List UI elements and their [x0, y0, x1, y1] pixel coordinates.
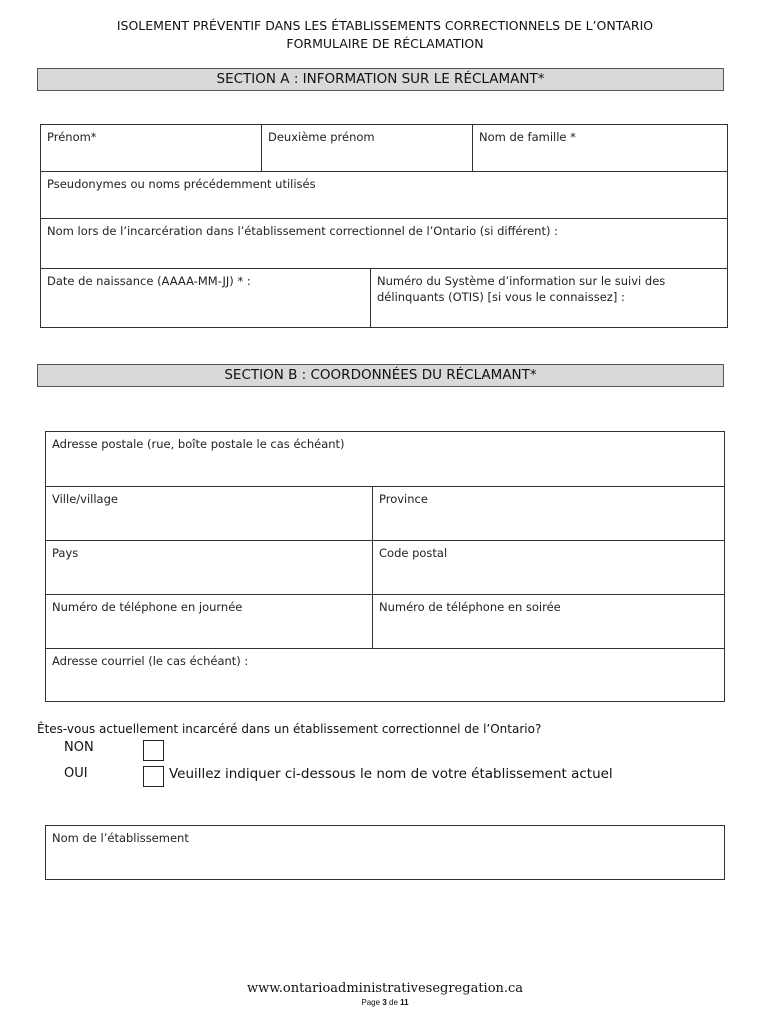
middle-name-field[interactable]	[262, 125, 472, 171]
aliases-field[interactable]	[41, 172, 727, 218]
option-no-checkbox[interactable]	[143, 740, 164, 761]
option-yes-note: Veuillez indiquer ci-dessous le nom de votre établissement actuel	[169, 766, 613, 782]
province-field[interactable]	[373, 487, 724, 540]
aliases-label: Pseudonymes ou noms précédemment utilisés	[47, 177, 316, 191]
birth-date-label: Date de naissance (AAAA-MM-JJ) * :	[47, 274, 251, 288]
footer-url: www.ontarioadministrativesegregation.ca	[246, 981, 524, 996]
option-yes-label: OUI	[64, 766, 88, 781]
option-no-label: NON	[64, 740, 94, 755]
last-name-field[interactable]	[473, 125, 727, 171]
evening-phone-field[interactable]	[373, 595, 724, 648]
postal-code-label: Code postal	[379, 546, 448, 560]
last-name-label: Nom de famille *	[479, 130, 576, 144]
page-current: 3	[382, 998, 387, 1007]
page-sep: de	[389, 998, 398, 1007]
city-field[interactable]	[46, 487, 372, 540]
form-title: ISOLEMENT PRÉVENTIF DANS LES ÉTABLISSEMENTS CORRECTIONNELS DE L’ONTARIO	[116, 18, 654, 33]
evening-phone-label: Numéro de téléphone en soirée	[379, 600, 561, 614]
section-b-heading: SECTION B : COORDONNÉES DU RÉCLAMANT*	[37, 364, 724, 387]
page-prefix: Page	[361, 998, 381, 1007]
first-name-label: Prénom*	[47, 130, 97, 144]
form-subtitle: FORMULAIRE DE RÉCLAMATION	[286, 36, 484, 51]
first-name-field[interactable]	[41, 125, 261, 171]
email-field[interactable]	[46, 649, 724, 701]
otis-number-label: Numéro du Système d’information sur le suivi des délinquants (OTIS) [si vous le connaissez] :	[377, 274, 666, 304]
city-label: Ville/village	[52, 492, 118, 506]
postal-code-field[interactable]	[373, 541, 724, 594]
page-number	[0, 998, 770, 1007]
country-label: Pays	[52, 546, 79, 560]
postal-address-label: Adresse postale (rue, boîte postale le cas échéant)	[52, 437, 345, 451]
province-label: Province	[379, 492, 428, 506]
email-label: Adresse courriel (le cas échéant) :	[52, 654, 249, 668]
birth-date-field[interactable]	[41, 269, 370, 327]
facility-name-field[interactable]	[45, 825, 725, 880]
incarceration-name-label: Nom lors de l’incarcération dans l’établissement correctionnel de l’Ontario (si différent) :	[47, 224, 558, 238]
incarceration-name-field[interactable]	[41, 219, 727, 268]
country-field[interactable]	[46, 541, 372, 594]
facility-name-label: Nom de l’établissement	[52, 831, 189, 845]
otis-number-field[interactable]	[371, 269, 727, 327]
section-a-heading: SECTION A : INFORMATION SUR LE RÉCLAMANT*	[37, 68, 724, 91]
option-yes-checkbox[interactable]	[143, 766, 164, 787]
day-phone-label: Numéro de téléphone en journée	[52, 600, 243, 614]
day-phone-field[interactable]	[46, 595, 372, 648]
incarceration-question: Êtes-vous actuellement incarcéré dans un établissement correctionnel de l’Ontario?	[37, 722, 542, 736]
postal-address-field[interactable]	[46, 432, 724, 486]
middle-name-label: Deuxième prénom	[268, 130, 375, 144]
page-total: 11	[400, 998, 409, 1007]
